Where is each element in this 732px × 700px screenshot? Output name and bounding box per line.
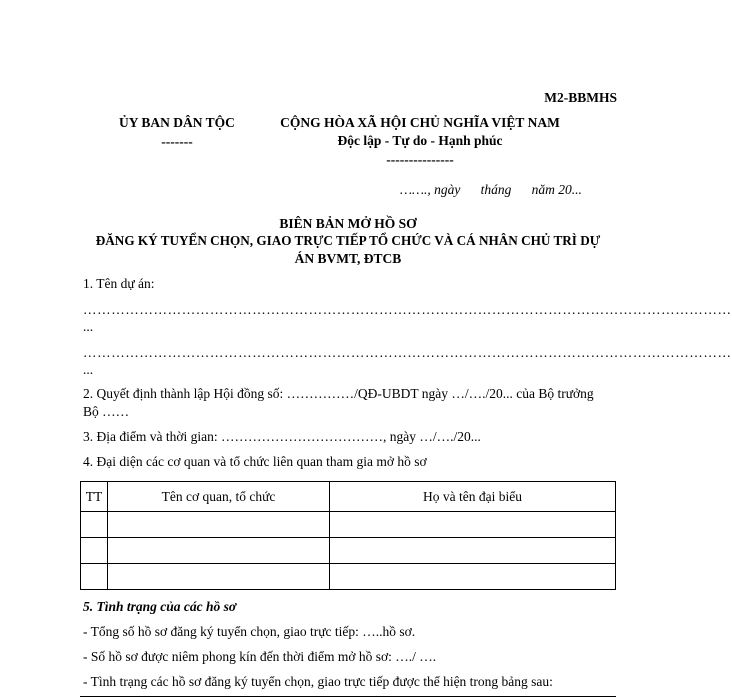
table-cell <box>108 512 330 538</box>
table-header-tt: TT <box>81 482 108 512</box>
representatives-table <box>80 481 616 590</box>
table-row <box>81 538 616 564</box>
table-row <box>81 512 616 538</box>
section-5-title: 5. Tình trạng của các hồ sơ <box>83 599 237 614</box>
form-code: M2-BBMHS <box>544 90 617 105</box>
table-cell <box>108 538 330 564</box>
dotted-line-1-tail: ... <box>83 319 94 334</box>
section-5-line3: - Tình trạng các hồ sơ đăng ký tuyển chọn, giao trực tiếp được thể hiện trong bảng sau: <box>83 674 553 689</box>
table-cell <box>81 538 108 564</box>
motto-rule: --------------- <box>386 152 454 167</box>
section-5-line2: - Số hồ sơ được niêm phong kín đến thời điểm mở hồ sơ: …./ …. <box>83 649 437 664</box>
agency-name: ỦY BAN DÂN TỘC <box>119 115 235 130</box>
section-2-line2: Bộ …… <box>83 404 130 419</box>
table-cell <box>108 564 330 590</box>
table-cell <box>330 538 616 564</box>
table-header-row <box>81 482 616 512</box>
doc-subtitle-line1: ĐĂNG KÝ TUYỂN CHỌN, GIAO TRỰC TIẾP TỔ CHỨC VÀ CÁ NHÂN CHỦ TRÌ DỰ <box>95 233 601 248</box>
table-cell <box>330 512 616 538</box>
national-motto: Độc lập - Tự do - Hạnh phúc <box>337 133 503 148</box>
dotted-line-2: ………………………………………………………………………………………………………………………… <box>83 345 732 360</box>
table-row <box>81 564 616 590</box>
dotted-line-2-tail: ... <box>83 362 94 377</box>
table-cell <box>330 564 616 590</box>
table-header-delegate: Họ và tên đại biểu <box>330 482 616 512</box>
section-1-label: 1. Tên dự án: <box>83 276 155 291</box>
date-line: ……., ngày tháng năm 20... <box>400 182 582 197</box>
table-header-agency: Tên cơ quan, tổ chức <box>108 482 330 512</box>
next-table-top-border <box>80 696 616 697</box>
section-5-line1: - Tổng số hồ sơ đăng ký tuyển chọn, giao trực tiếp: …..hồ sơ. <box>83 624 416 639</box>
section-3: 3. Địa điểm và thời gian: ………………………………, ngày …/…./20... <box>83 429 481 444</box>
agency-rule: ------- <box>161 134 193 149</box>
section-2-line1: 2. Quyết định thành lập Hội đồng số: ……………/QĐ-UBDT ngày …/…./20... của Bộ trưởng <box>83 386 594 401</box>
dotted-line-1: ………………………………………………………………………………………………………………………… <box>83 302 732 317</box>
doc-subtitle-line2: ÁN BVMT, ĐTCB <box>294 251 402 266</box>
country-name: CỘNG HÒA XÃ HỘI CHỦ NGHĨA VIỆT NAM <box>280 115 560 130</box>
section-4: 4. Đại diện các cơ quan và tổ chức liên quan tham gia mở hồ sơ <box>83 454 427 469</box>
doc-title: BIÊN BẢN MỞ HỒ SƠ <box>279 216 417 231</box>
table-cell <box>81 564 108 590</box>
table-cell <box>81 512 108 538</box>
